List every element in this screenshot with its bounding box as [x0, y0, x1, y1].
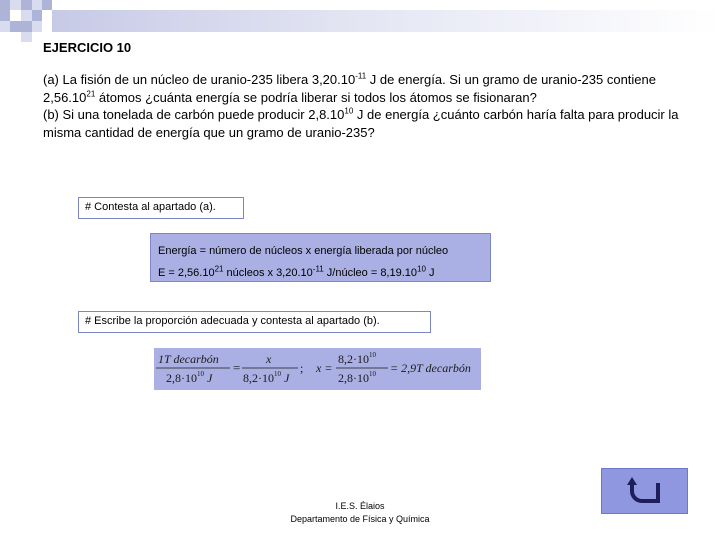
corner-square	[42, 0, 52, 10]
energy-result	[158, 262, 483, 284]
eq-equals: =	[233, 360, 241, 375]
return-arrow-icon	[627, 475, 663, 509]
statement-text: átomos ¿cuánta energía se podría liberar si todos los átomos se fisionaran?	[95, 89, 537, 105]
statement-text: J de energía. Si un gramo de uranio-235 contiene 2,56.10	[43, 72, 656, 105]
return-button[interactable]	[601, 468, 688, 514]
statement-text: (a) La fisión de un núcleo de uranio-235 libera 3,20.10	[43, 72, 356, 87]
statement-part-a	[43, 71, 683, 106]
exponent: 21	[214, 264, 224, 274]
corner-square	[0, 21, 10, 32]
exponent: 10	[417, 264, 426, 274]
corner-square	[0, 0, 10, 10]
eq-x: x =	[316, 361, 333, 375]
eq-numerator: 1T decarbón	[158, 352, 219, 366]
eq-result: = 2,9T decarbón	[390, 361, 471, 375]
corner-square	[32, 0, 42, 10]
eq-numerator: x	[266, 352, 272, 366]
corner-square	[21, 0, 32, 10]
exponent: 21	[86, 89, 96, 99]
corner-square	[0, 10, 10, 21]
corner-square	[32, 10, 42, 21]
result-text: núcleos x 3,20.10	[223, 267, 313, 279]
proportion-equation	[154, 348, 481, 390]
corner-square	[10, 21, 21, 32]
footer	[220, 500, 500, 526]
corner-square	[21, 32, 32, 42]
corner-square	[10, 0, 21, 10]
result-text: E = 2,56.10	[158, 267, 215, 279]
eq-denominator: $2,8\cdot 10^{10}$ J	[166, 370, 213, 385]
eq-separator: ;	[300, 361, 304, 375]
school-name: I.E.S. Élaios	[335, 501, 385, 511]
result-text: J	[425, 267, 435, 279]
corner-square	[21, 10, 32, 21]
corner-square	[32, 21, 42, 32]
eq-denominator: $2,8\cdot 10^{10}$	[338, 370, 376, 385]
department-name: Departamento de Física y Química	[290, 514, 430, 524]
statement-part-b	[43, 106, 683, 141]
eq-denominator: $8,2\cdot 10^{10}$ J	[243, 370, 290, 385]
energy-formula: Energía = número de núcleos x energía liberada por núcleo	[158, 245, 449, 257]
eq-numerator: $8,2\cdot 10^{10}$	[338, 351, 376, 366]
exponent: 10	[344, 106, 354, 116]
exercise-title: EJERCICIO 10	[43, 40, 132, 55]
result-text: J/núcleo = 8,19.10	[323, 267, 418, 279]
answer-part-a	[150, 233, 491, 282]
prompt-part-a: # Contesta al apartado (a).	[78, 197, 244, 219]
exponent: -11	[355, 71, 367, 81]
statement-text: (b) Si una tonelada de carbón puede producir 2,8.10	[43, 107, 345, 122]
prompt-part-b: # Escribe la proporción adecuada y contesta al apartado (b).	[78, 311, 431, 333]
equation-graphic	[154, 348, 481, 390]
header-band	[52, 10, 720, 32]
exponent: -11	[312, 264, 324, 274]
statement-text: J de energía ¿cuánto carbón haría falta para producir la misma cantidad de energía que un gramo de uranio-235?	[43, 107, 679, 140]
problem-statement	[43, 71, 683, 141]
corner-square	[21, 21, 32, 32]
